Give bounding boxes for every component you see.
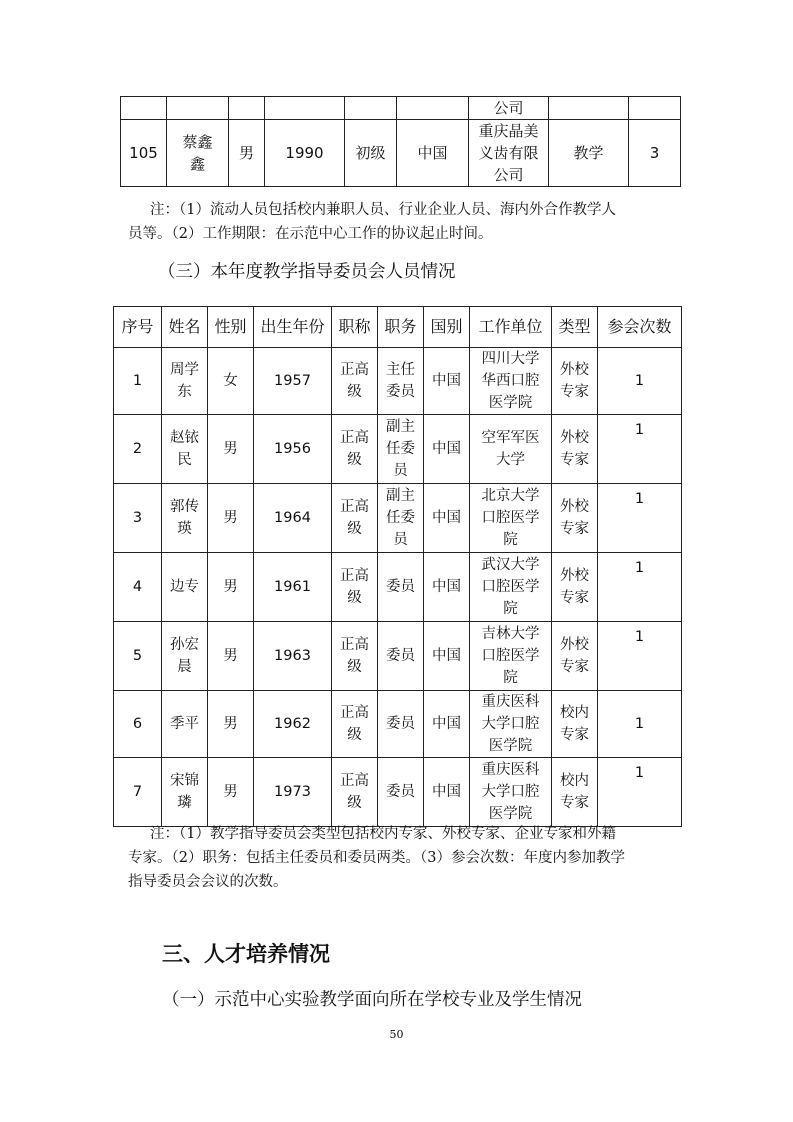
table-cell: 正高 级: [332, 758, 378, 827]
committee-table-body: [114, 348, 682, 827]
table-cell: 外校 专家: [552, 484, 598, 553]
committee-table-header-row: [114, 307, 682, 348]
table-cell: 教学: [549, 120, 629, 187]
table-cell: 男: [208, 553, 254, 622]
table-cell: 四川大学 华西口腔 医学院: [470, 348, 552, 415]
table-cell: 1: [598, 553, 682, 622]
section-title-committee: （三）本年度教学指导委员会人员情况: [158, 262, 456, 282]
table-row: [121, 97, 681, 120]
table-cell: 赵铱 民: [162, 415, 208, 484]
committee-table: [113, 306, 682, 827]
page-number: 50: [389, 1028, 404, 1041]
table-cell: 重庆医科 大学口腔 医学院: [470, 758, 552, 827]
table-cell: 正高 级: [332, 484, 378, 553]
column-header: 序号: [114, 307, 162, 348]
column-header: 国别: [424, 307, 470, 348]
column-header: 性别: [208, 307, 254, 348]
table-cell: 4: [114, 553, 162, 622]
table-cell: 正高 级: [332, 348, 378, 415]
table-cell: 正高 级: [332, 691, 378, 758]
table-cell: 6: [114, 691, 162, 758]
table-cell: 重庆医科 大学口腔 医学院: [470, 691, 552, 758]
table-row: [114, 348, 682, 415]
table-cell: 1957: [254, 348, 332, 415]
table-cell: 男: [229, 120, 265, 187]
column-header: 参会次数: [598, 307, 682, 348]
table-row: [114, 622, 682, 691]
table-cell: 中国: [424, 484, 470, 553]
table-cell: [229, 97, 265, 120]
table-row: [114, 691, 682, 758]
committee-table-note: [128, 822, 688, 894]
column-header: 工作单位: [470, 307, 552, 348]
table-cell: 中国: [424, 348, 470, 415]
table-cell: 1964: [254, 484, 332, 553]
table-cell: 正高 级: [332, 553, 378, 622]
table-cell: 北京大学 口腔医学 院: [470, 484, 552, 553]
table-cell: [629, 97, 681, 120]
note-line: 注：（1）流动人员包括校内兼职人员、行业企业人员、海内外合作教学人: [150, 202, 616, 218]
column-header: 职称: [332, 307, 378, 348]
table-cell: 1: [598, 348, 682, 415]
column-header: 类型: [552, 307, 598, 348]
table-cell: 男: [208, 758, 254, 827]
table-cell: 边专: [162, 553, 208, 622]
table-cell: 副主 任委 员: [378, 484, 424, 553]
column-header: 职务: [378, 307, 424, 348]
column-header: 姓名: [162, 307, 208, 348]
table-cell: [549, 97, 629, 120]
table-cell: 中国: [424, 758, 470, 827]
table-cell: 1: [598, 758, 682, 827]
table-cell: 1: [598, 691, 682, 758]
table-cell: 男: [208, 622, 254, 691]
note-line: 注：（1）教学指导委员会类型包括校内专家、外校专家、企业专家和外籍: [150, 826, 616, 842]
table-cell: 男: [208, 415, 254, 484]
staff-table-body: [121, 97, 681, 187]
table-cell: [345, 97, 397, 120]
table-cell: 1961: [254, 553, 332, 622]
table-cell: 1963: [254, 622, 332, 691]
table-cell: 正高 级: [332, 622, 378, 691]
staff-table-continuation: [120, 96, 681, 187]
table-row: [114, 415, 682, 484]
table-row: [114, 484, 682, 553]
subheading-teaching-majors: （一）示范中心实验教学面向所在学校专业及学生情况: [162, 990, 582, 1010]
table-cell: 委员: [378, 622, 424, 691]
table-cell: [121, 97, 167, 120]
table-cell: 初级: [345, 120, 397, 187]
staff-table-note: [128, 198, 688, 246]
table-cell: 1973: [254, 758, 332, 827]
table-cell: [265, 97, 345, 120]
table-cell: 蔡鑫 鑫: [167, 120, 229, 187]
table-cell: 重庆晶美 义齿有限 公司: [469, 120, 549, 187]
table-cell: 外校 专家: [552, 553, 598, 622]
table-cell: [397, 97, 469, 120]
table-cell: 3: [629, 120, 681, 187]
table-cell: 3: [114, 484, 162, 553]
table-cell: 周学 东: [162, 348, 208, 415]
table-cell: 委员: [378, 553, 424, 622]
table-cell: 郭传 瑛: [162, 484, 208, 553]
heading-talent-training: 三、人才培养情况: [162, 942, 330, 966]
table-cell: 委员: [378, 691, 424, 758]
note-line: 员等。（2）工作期限：在示范中心工作的协议起止时间。: [128, 226, 493, 242]
table-cell: 1: [598, 622, 682, 691]
note-line: 指导委员会会议的次数。: [128, 874, 288, 890]
table-cell: 空军军医 大学: [470, 415, 552, 484]
note-line: 专家。（2）职务：包括主任委员和委员两类。（3）参会次数：年度内参加教学: [128, 850, 625, 866]
table-cell: [167, 97, 229, 120]
table-cell: 外校 专家: [552, 622, 598, 691]
table-cell: 孙宏 晨: [162, 622, 208, 691]
table-cell: 1: [114, 348, 162, 415]
table-cell: 1962: [254, 691, 332, 758]
table-cell: 武汉大学 口腔医学 院: [470, 553, 552, 622]
table-cell: 1990: [265, 120, 345, 187]
table-cell: 中国: [424, 553, 470, 622]
table-cell: 外校 专家: [552, 348, 598, 415]
column-header: 出生年份: [254, 307, 332, 348]
table-cell: 外校 专家: [552, 415, 598, 484]
table-cell: 男: [208, 691, 254, 758]
table-cell: 1: [598, 484, 682, 553]
table-cell: 7: [114, 758, 162, 827]
table-cell: 中国: [424, 622, 470, 691]
table-cell: 宋锦 璘: [162, 758, 208, 827]
table-row: [121, 120, 681, 187]
table-cell: 季平: [162, 691, 208, 758]
table-cell: 校内 专家: [552, 691, 598, 758]
table-cell: 委员: [378, 758, 424, 827]
table-cell: 女: [208, 348, 254, 415]
table-cell: 中国: [424, 691, 470, 758]
table-cell: 5: [114, 622, 162, 691]
table-cell: 2: [114, 415, 162, 484]
table-cell: 中国: [424, 415, 470, 484]
table-cell: 校内 专家: [552, 758, 598, 827]
table-cell: 吉林大学 口腔医学 院: [470, 622, 552, 691]
table-cell: 男: [208, 484, 254, 553]
table-cell: 1956: [254, 415, 332, 484]
table-row: [114, 553, 682, 622]
table-cell: 副主 任委 员: [378, 415, 424, 484]
table-cell: 主任 委员: [378, 348, 424, 415]
table-cell: 正高 级: [332, 415, 378, 484]
table-row: [114, 758, 682, 827]
table-cell: 公司: [469, 97, 549, 120]
table-cell: 105: [121, 120, 167, 187]
table-cell: 中国: [397, 120, 469, 187]
table-cell: 1: [598, 415, 682, 484]
